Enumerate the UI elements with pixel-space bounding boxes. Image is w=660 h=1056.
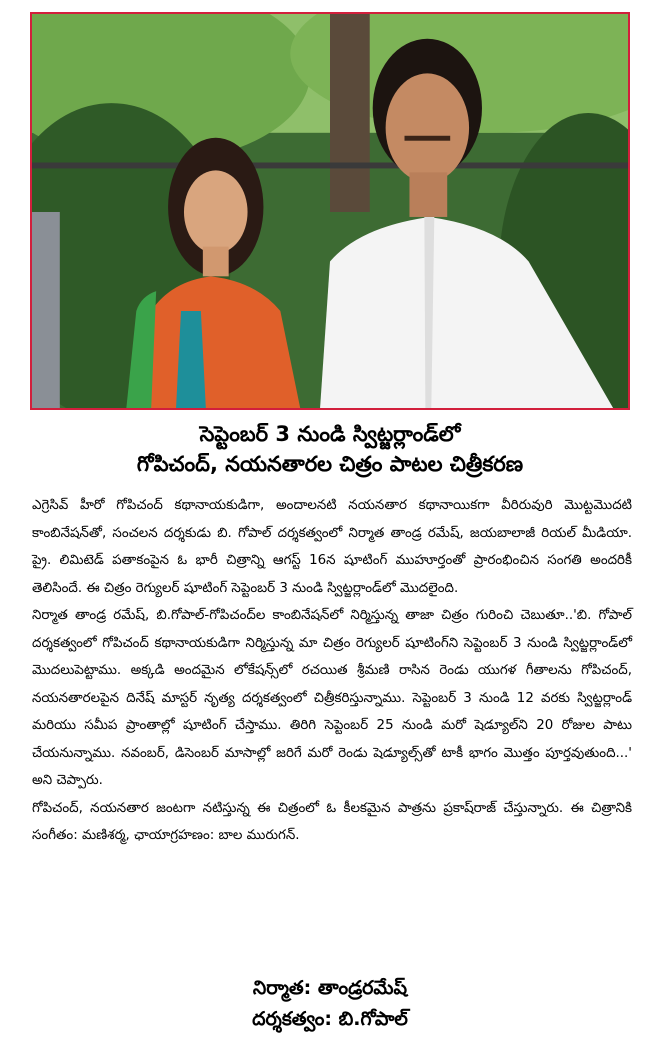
headline-line-1: సెప్టెంబర్ 3 నుండి స్విట్జర్లాండ్‌లో bbox=[199, 422, 461, 446]
headline-line-2: గోపిచంద్, నయనతారల చిత్రం పాటల చిత్రీకరణ bbox=[136, 452, 524, 476]
article-body bbox=[32, 492, 632, 850]
photo-illustration bbox=[32, 14, 628, 408]
article-paragraph: ఎగ్రెసివ్ హీరో గోపిచంద్ కథానాయకుడిగా, అందాలనటి నయనతార కథానాయికగా వీరిరువురి మొట్టమొదటి కాంబినేషన్‌తో, సంచలన దర్శకుడు బి. గోపాల్ దర్శకత్వంలో నిర్మాత తాండ్ర రమేష్, జయబాలాజీ రియల్ మీడియా. ప్రై. లిమిటెడ్ పతాకంపైన ఓ భారీ చిత్రాన్ని ఆగస్ట్ 16న షూటింగ్ ముహూర్తంతో ప్రారంభించిన సంగతి అందరికీ తెలిసిందే. ఈ చిత్రం రెగ్యులర్ షూటింగ్ సెప్టెంబర్ 3 నుండి స్విట్జర్లాండ్‌లో మొదలైంది. bbox=[32, 498, 632, 596]
producer-credit: నిర్మాత: తాండ్రరమేష్ bbox=[252, 977, 408, 999]
article-photo bbox=[30, 12, 630, 410]
article-paragraph: గోపిచంద్, నయనతార జంటగా నటిస్తున్న ఈ చిత్రంలో ఓ కీలకమైన పాత్రను ప్రకాష్‌రాజ్ చేస్తున్నారు. ఈ చిత్రానికి సంగీతం: మణిశర్మ, ఛాయాగ్రహణం: బాల మురుగన్. bbox=[32, 800, 632, 843]
director-credit: దర్శకత్వం: బి.గోపాల్ bbox=[252, 1008, 408, 1030]
article-paragraph: నిర్మాత తాండ్ర రమేష్, బి.గోపాల్-గోపిచంద్‌ల కాంబినేషన్‌లో నిర్మిస్తున్న తాజా చిత్రం గురించి చెబుతూ..'బి. గోపాల్ దర్శకత్వంలో గోపిచంద్ కథానాయకుడిగా నిర్మిస్తున్న మా చిత్రం రెగ్యులర్ షూటింగ్‌ని సెప్టెంబర్ 3 నుండి స్విట్జర్లాండ్‌లో మొదలుపెట్టాము. అక్కడి అందమైన లోకేషన్స్‌లో రచయిత శ్రీమణి రాసిన రెండు యుగళ గీతాలను గోపిచంద్, నయనతారలపైన దినేష్ మాస్టర్ నృత్య దర్శకత్వంలో చిత్రీకరిస్తున్నాము. సెప్టెంబర్ 3 నుండి 12 వరకు స్విట్జర్లాండ్ మరియు సమీప ప్రాంతాల్లో షూటింగ్ చేస్తాము. తిరిగి సెప్టెంబర్ 25 నుండి మరో షెడ్యూల్‌ని 20 రోజుల పాటు చేయనున్నాము. నవంబర్, డిసెంబర్ మాసాల్లో జరిగే మరో రెండు షెడ్యూల్స్‌తో టాకీ భాగం మొత్తం పూర్తవుతుంది...' అని చెప్పారు. bbox=[32, 608, 632, 788]
